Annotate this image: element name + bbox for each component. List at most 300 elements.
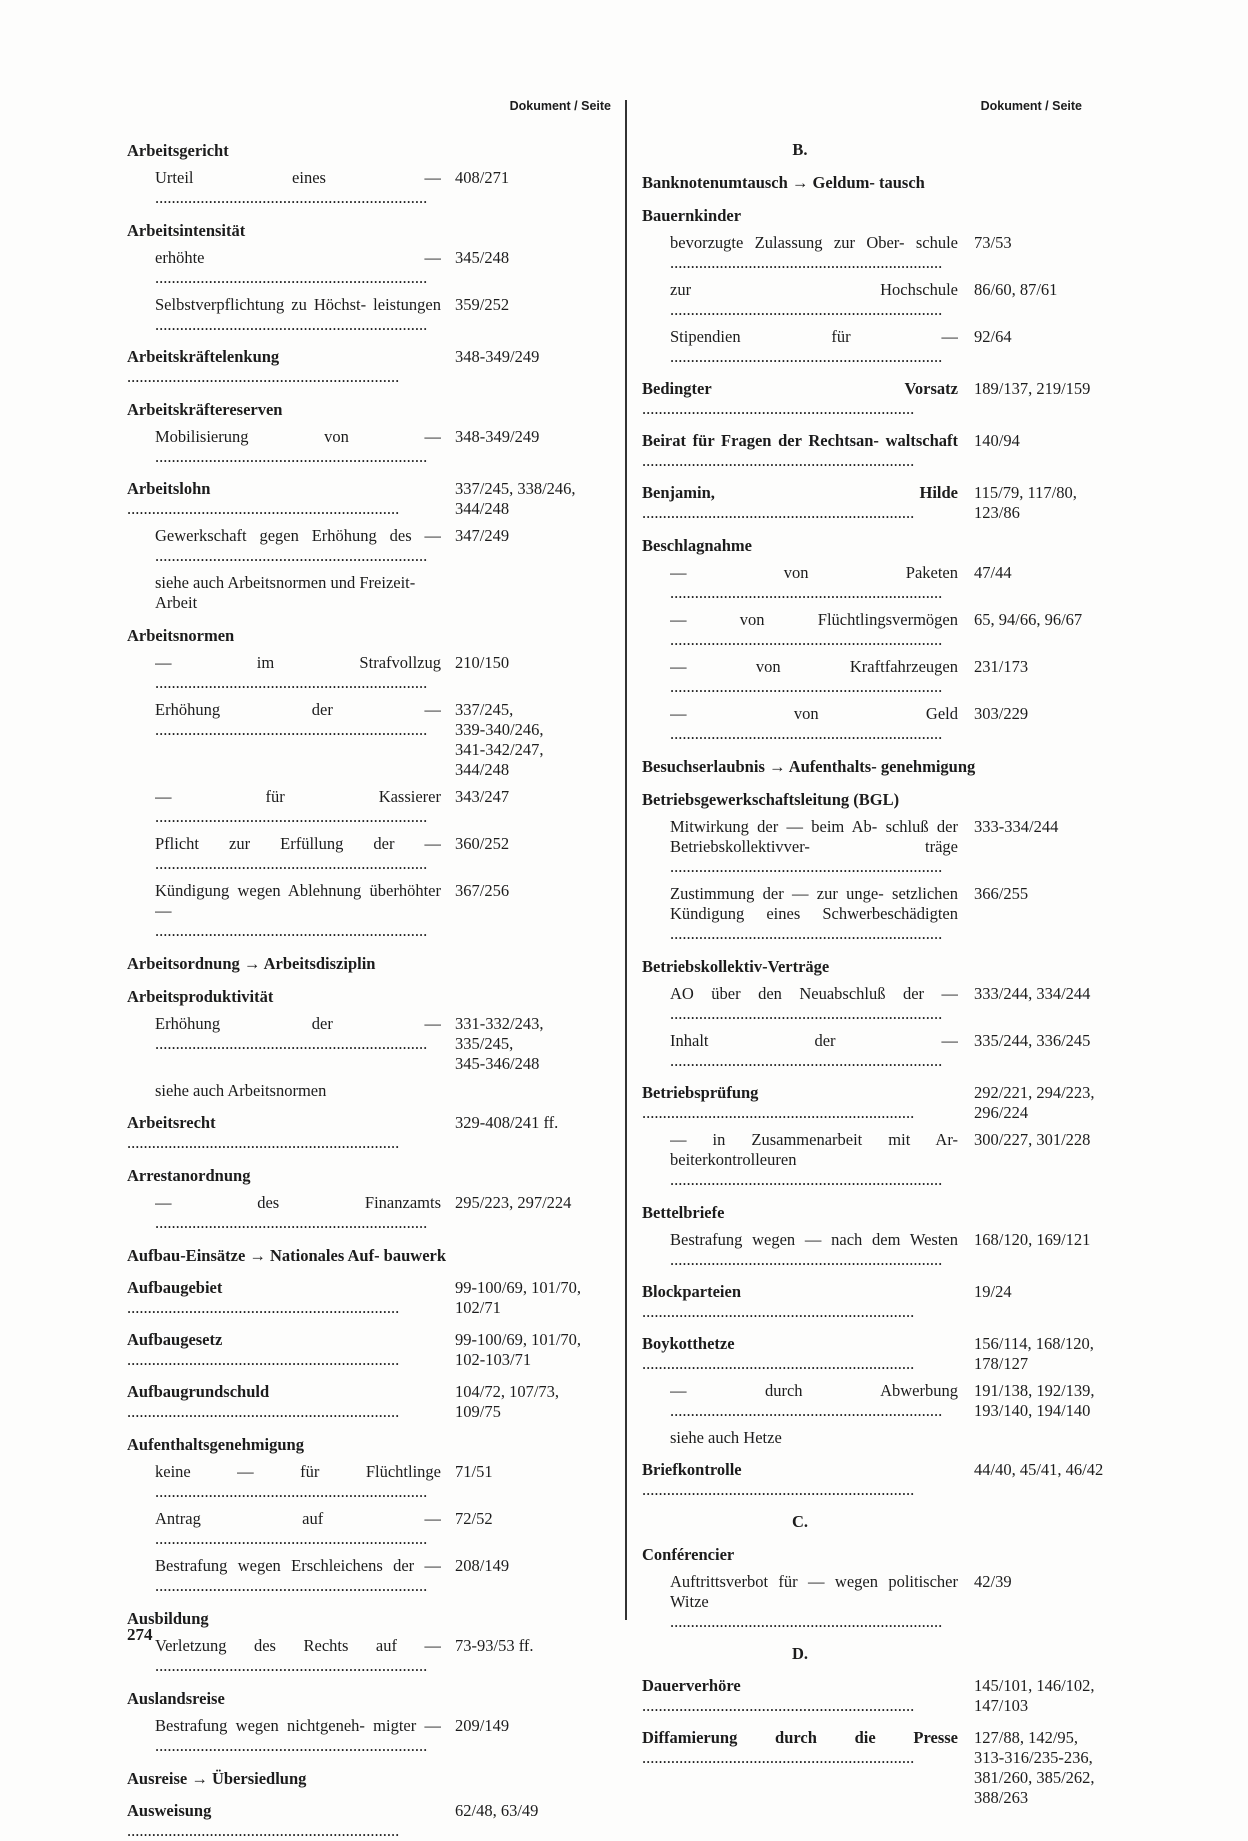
- page-reference: 360/252: [455, 834, 510, 853]
- index-subentry: [127, 1193, 611, 1233]
- page-reference: 231/173: [974, 657, 1029, 676]
- page-references: [958, 657, 1130, 677]
- subentry-label: keine — für Flüchtlinge: [155, 1462, 441, 1481]
- page-reference: 71/51: [455, 1462, 493, 1481]
- subentry-label: — von Kraftfahrzeugen: [670, 657, 958, 676]
- index-heading-term: Ausreise: [127, 1769, 188, 1788]
- page-references: [958, 1282, 1130, 1302]
- page-references: [958, 1460, 1130, 1480]
- index-subentry-text: [642, 984, 958, 1024]
- page-reference: 44/40, 45/41, 46/42: [974, 1460, 1104, 1479]
- page-references: [441, 881, 611, 901]
- index-heading-row: [127, 1278, 611, 1318]
- index-subentry: [642, 610, 1130, 650]
- page-references: [958, 379, 1130, 399]
- index-subentry: [642, 1381, 1130, 1421]
- entry-text-line: [127, 1382, 441, 1422]
- page-references: [441, 834, 611, 854]
- entry-text-line: [670, 280, 958, 320]
- page-references: [441, 1556, 611, 1576]
- page-reference: 189/137, 219/159: [974, 379, 1091, 398]
- entry-text-line: [642, 1334, 958, 1374]
- index-subentry-text: [642, 1428, 958, 1448]
- index-heading-term: Arbeitsordnung: [127, 954, 240, 973]
- index-heading: Benjamin, Hilde: [642, 483, 958, 502]
- entry-text-line: [670, 817, 958, 877]
- entry-text-line: [670, 1428, 782, 1447]
- index-subentry-text: [127, 653, 441, 693]
- arrow-icon: →: [245, 1246, 271, 1265]
- page-reference: 73-93/53 ff.: [455, 1636, 534, 1655]
- index-heading-row: [642, 1676, 1130, 1716]
- page-reference: 388/263: [974, 1788, 1029, 1807]
- page-reference: 99-100/69, 101/70,: [455, 1278, 582, 1297]
- crossref-target: Arbeitsdisziplin: [263, 954, 376, 973]
- index-subentry: [127, 1081, 611, 1101]
- page-reference: 347/249: [455, 526, 510, 545]
- subentry-label: Bestrafung wegen Erschleichens der —: [155, 1556, 441, 1575]
- page-reference: 145/101, 146/102,: [974, 1676, 1095, 1695]
- page-reference: 178/127: [974, 1354, 1029, 1373]
- index-subentry-text: [127, 834, 441, 874]
- entry-text-line: [155, 653, 441, 693]
- index-heading: Dauerverhöre: [642, 1676, 741, 1695]
- index-subentry: [642, 280, 1130, 320]
- page-references: [958, 1130, 1130, 1150]
- entry-text-line: [155, 427, 441, 467]
- entry-text-line: [127, 1330, 441, 1370]
- page-reference: 381/260, 385/262,: [974, 1768, 1095, 1787]
- index-heading-text: [642, 1728, 958, 1768]
- page-reference: 295/223, 297/224: [455, 1193, 572, 1212]
- index-subentry: [127, 700, 611, 780]
- page-reference: 313-316/235-236,: [974, 1748, 1093, 1767]
- page-reference: 344/248: [455, 499, 510, 518]
- index-subentry: [642, 1572, 1130, 1632]
- index-heading: Conférencier: [642, 1545, 735, 1564]
- index-heading: Ausbildung: [127, 1609, 209, 1628]
- entry-text-line: [155, 1636, 441, 1676]
- page-references: [441, 427, 611, 447]
- arrow-icon: →: [787, 173, 813, 192]
- index-heading: Arrestanordnung: [127, 1166, 251, 1185]
- index-heading-text: [127, 1278, 441, 1318]
- page-reference: 209/149: [455, 1716, 510, 1735]
- index-heading: Bauernkinder: [642, 206, 742, 225]
- page-reference: 335/245,: [455, 1034, 514, 1053]
- index-subentry: [127, 881, 611, 941]
- entry-text-line: [127, 479, 441, 519]
- page-references: [441, 1014, 611, 1074]
- page-references: [441, 1509, 611, 1529]
- entry-text-line: [155, 168, 441, 208]
- entry-text-line: [127, 1278, 441, 1318]
- index-subentry: [127, 295, 611, 335]
- index-heading-row: [642, 431, 1130, 471]
- index-heading-text: [642, 483, 958, 523]
- page-references: [441, 1636, 611, 1656]
- subentry-label: — von Geld: [670, 704, 958, 723]
- index-subentry-text: [127, 427, 441, 467]
- section-letter: C.: [791, 1512, 809, 1531]
- index-heading: Betriebskollektiv-Verträge: [642, 957, 830, 976]
- page-reference: 367/256: [455, 881, 510, 900]
- index-crossref-heading: [127, 1245, 611, 1266]
- index-heading: Betriebsprüfung: [642, 1083, 759, 1102]
- index-crossref-heading: [642, 172, 1130, 193]
- page-reference: 335/244, 336/245: [974, 1031, 1091, 1050]
- section-letter: D.: [791, 1644, 809, 1663]
- page-reference: 109/75: [455, 1402, 501, 1421]
- index-subentry-text: [127, 1716, 441, 1756]
- page-references: [441, 479, 611, 519]
- index-subentry: [127, 787, 611, 827]
- index-heading: Arbeitslohn: [127, 479, 211, 498]
- page-references: [958, 280, 1130, 300]
- page-references: [958, 483, 1130, 523]
- index-heading-text: [127, 1382, 441, 1422]
- subentry-label: Auftrittsverbot für — wegen politischer Witze: [670, 1572, 958, 1611]
- entry-text-line: [670, 1230, 958, 1270]
- entry-text-line: [670, 1031, 958, 1071]
- index-heading: Aufbaugebiet: [127, 1278, 223, 1297]
- index-heading-text: [642, 1282, 958, 1322]
- crossref-target: Übersiedlung: [211, 1769, 307, 1788]
- page-reference: 329-408/241 ff.: [455, 1113, 559, 1132]
- page-reference: 86/60, 87/61: [974, 280, 1058, 299]
- index-heading-row: [642, 1334, 1130, 1374]
- page-references: [441, 787, 611, 807]
- index-heading-row: [127, 1113, 611, 1153]
- index-subentry-text: [127, 1462, 441, 1502]
- entry-text-line: [127, 1113, 441, 1153]
- page-reference: 73/53: [974, 233, 1012, 252]
- index-subentry: [127, 1462, 611, 1502]
- crossref-target: Geldum- tausch: [812, 173, 925, 192]
- subentry-label: — durch Abwerbung: [670, 1381, 958, 1400]
- crossref-target: Aufenthalts- genehmigung: [788, 757, 976, 776]
- index-subentry: [642, 563, 1130, 603]
- page-references: [441, 295, 611, 315]
- subentry-label: erhöhte —: [155, 248, 441, 267]
- entry-text-line: [642, 1460, 958, 1500]
- page-references: [958, 984, 1130, 1004]
- page-references: [441, 700, 611, 780]
- index-subentry-text: [642, 610, 958, 650]
- page-reference: 99-100/69, 101/70,: [455, 1330, 582, 1349]
- entry-text-line: [670, 884, 958, 944]
- index-subentry: [127, 1556, 611, 1596]
- page-reference: 210/150: [455, 653, 510, 672]
- subentry-label: Urteil eines —: [155, 168, 441, 187]
- column-divider: [625, 100, 627, 1620]
- page-reference: 344/248: [455, 760, 510, 779]
- page-reference: 193/140, 194/140: [974, 1401, 1091, 1420]
- index-heading: Boykotthetze: [642, 1334, 735, 1353]
- page-references: [958, 1031, 1130, 1051]
- entry-text-line: [642, 1282, 958, 1322]
- index-subentry: [642, 657, 1130, 697]
- page-reference: 345-346/248: [455, 1054, 540, 1073]
- page-reference: 341-342/247,: [455, 740, 544, 759]
- index-heading-row: [642, 1460, 1130, 1500]
- index-subentry-text: [127, 295, 441, 335]
- subentry-label: Mitwirkung der — beim Ab- schluß der Betriebskollektivver- träge: [670, 817, 958, 856]
- index-heading-text: [642, 1083, 958, 1123]
- page-reference: 156/114, 168/120,: [974, 1334, 1094, 1353]
- index-subentry-text: [642, 884, 958, 944]
- page-number: 274: [127, 1625, 153, 1644]
- entry-text-line: [670, 657, 958, 697]
- page-reference: 208/149: [455, 1556, 510, 1575]
- subentry-label: siehe auch Hetze: [670, 1428, 782, 1447]
- page-reference: 102-103/71: [455, 1350, 532, 1369]
- index-heading-text: [642, 1676, 958, 1716]
- page-reference: 348-349/249: [455, 427, 540, 446]
- page-reference: 115/79, 117/80,: [974, 483, 1077, 502]
- entry-text-line: [155, 881, 441, 941]
- index-heading: Diffamierung durch die Presse: [642, 1728, 958, 1747]
- index-subentry-text: [127, 526, 441, 566]
- subentry-label: — des Finanzamts: [155, 1193, 441, 1212]
- index-subentry: [127, 526, 611, 566]
- entry-text-line: [127, 1801, 441, 1841]
- entry-text-line: [670, 1572, 958, 1632]
- index-heading-row: [127, 479, 611, 519]
- entry-text-line: [642, 1728, 958, 1768]
- entry-text-line: [155, 248, 441, 288]
- column-header-left: Dokument / Seite: [509, 99, 611, 113]
- index-subentry: [642, 327, 1130, 367]
- subentry-label: siehe auch Arbeitsnormen und Freizeit-Arbeit: [155, 573, 416, 612]
- index-heading: Aufbaugesetz: [127, 1330, 223, 1349]
- page-references: [441, 168, 611, 188]
- entry-text-line: [155, 834, 441, 874]
- index-subentry-text: [127, 1509, 441, 1549]
- index-heading-text: [642, 379, 958, 419]
- index-heading: Blockparteien: [642, 1282, 741, 1301]
- entry-text-line: [670, 327, 958, 367]
- subentry-label: Stipendien für —: [670, 327, 958, 346]
- index-heading: Arbeitsrecht: [127, 1113, 216, 1132]
- index-heading: Auslandsreise: [127, 1689, 225, 1708]
- page-reference: 303/229: [974, 704, 1029, 723]
- index-heading: Arbeitsproduktivität: [127, 987, 274, 1006]
- index-subentry: [127, 653, 611, 693]
- page-reference: 337/245,: [455, 700, 514, 719]
- index-heading: Bettelbriefe: [642, 1203, 725, 1222]
- index-subentry-text: [642, 1130, 958, 1190]
- index-subentry: [127, 1636, 611, 1676]
- page-reference: 333/244, 334/244: [974, 984, 1091, 1003]
- page-references: [958, 1334, 1130, 1374]
- index-subentry: [642, 704, 1130, 744]
- arrow-icon: →: [187, 1769, 212, 1788]
- entry-text-line: [155, 700, 441, 740]
- page-reference: 300/227, 301/228: [974, 1130, 1091, 1149]
- index-subentry-text: [127, 168, 441, 208]
- subentry-label: — im Strafvollzug: [155, 653, 441, 672]
- index-subentry-text: [127, 881, 441, 941]
- index-heading-row: [127, 1382, 611, 1422]
- left-entries: [127, 128, 611, 1841]
- index-heading: Arbeitskräftelenkung: [127, 347, 280, 366]
- page-reference: 296/224: [974, 1103, 1029, 1122]
- page-reference: 19/24: [974, 1282, 1012, 1301]
- page-reference: 168/120, 169/121: [974, 1230, 1091, 1249]
- section-letter: B.: [792, 140, 808, 159]
- entry-text-line: [155, 1462, 441, 1502]
- index-heading: Beschlagnahme: [642, 536, 753, 555]
- index-heading-row: [642, 1728, 1130, 1808]
- subentry-label: Verletzung des Rechts auf —: [155, 1636, 441, 1655]
- page-references: [958, 704, 1130, 724]
- page-references: [441, 1716, 611, 1736]
- entry-text-line: [670, 984, 958, 1024]
- index-subentry: [642, 884, 1130, 944]
- index-crossref-heading: [127, 953, 611, 974]
- index-subentry-text: [642, 1572, 958, 1632]
- index-subentry: [642, 984, 1130, 1024]
- page-reference: 348-349/249: [455, 347, 540, 366]
- index-subentry-text: [642, 657, 958, 697]
- arrow-icon: →: [239, 954, 264, 973]
- index-heading-text: [127, 479, 441, 519]
- index-subentry: [642, 233, 1130, 273]
- page-references: [441, 1278, 611, 1318]
- entry-text-line: [670, 704, 958, 744]
- page-reference: 104/72, 107/73,: [455, 1382, 560, 1401]
- index-subentry: [642, 817, 1130, 877]
- page-reference: 408/271: [455, 168, 510, 187]
- subentry-label: Bestrafung wegen nichtgeneh- migter —: [155, 1716, 441, 1735]
- page-references: [958, 1083, 1130, 1123]
- index-subentry-text: [642, 563, 958, 603]
- subentry-label: Antrag auf —: [155, 1509, 441, 1528]
- index-subentry-text: [642, 1230, 958, 1270]
- index-subentry-text: [127, 1081, 441, 1101]
- index-heading-text: [642, 1460, 958, 1500]
- page-reference: 292/221, 294/223,: [974, 1083, 1095, 1102]
- index-subentry: [127, 1509, 611, 1549]
- index-heading-row: [642, 1282, 1130, 1322]
- index-crossref-heading: [127, 1768, 611, 1789]
- page-reference: 191/138, 192/139,: [974, 1381, 1095, 1400]
- entry-text-line: [155, 1081, 326, 1100]
- entry-text-line: [155, 573, 415, 612]
- index-subentry-text: [642, 327, 958, 367]
- index-heading-term: Besuchserlaubnis: [642, 757, 765, 776]
- entry-text-line: [642, 1083, 958, 1123]
- entry-text-line: [670, 610, 958, 650]
- index-subentry-text: [642, 1031, 958, 1071]
- index-subentry-text: [127, 248, 441, 288]
- page-reference: 366/255: [974, 884, 1029, 903]
- index-heading: Arbeitsnormen: [127, 626, 235, 645]
- subentry-label: AO über den Neuabschluß der —: [670, 984, 958, 1003]
- index-subentry-text: [127, 573, 441, 613]
- entry-text-line: [155, 1193, 441, 1233]
- index-subentry: [127, 427, 611, 467]
- page-references: [958, 327, 1130, 347]
- index-subentry-text: [127, 1014, 441, 1054]
- column-header-right: Dokument / Seite: [980, 99, 1082, 113]
- page-reference: 102/71: [455, 1298, 501, 1317]
- entry-text-line: [670, 233, 958, 273]
- entry-text-line: [127, 347, 441, 387]
- index-heading-row: [127, 347, 611, 387]
- subentry-label: — für Kassierer: [155, 787, 441, 806]
- page-reference: 147/103: [974, 1696, 1029, 1715]
- page-references: [958, 817, 1130, 837]
- index-heading-text: [127, 347, 441, 387]
- subentry-label: — von Flüchtlingsvermögen: [670, 610, 958, 629]
- index-heading: Beirat für Fragen der Rechtsan- waltschaft: [642, 431, 958, 450]
- entry-text-line: [670, 1381, 958, 1421]
- index-heading: Arbeitsgericht: [127, 141, 229, 160]
- index-subentry-text: [642, 233, 958, 273]
- page-references: [441, 248, 611, 268]
- subentry-label: Pflicht zur Erfüllung der —: [155, 834, 441, 853]
- page-reference: 92/64: [974, 327, 1012, 346]
- page-references: [441, 347, 611, 367]
- page-reference: 339-340/246,: [455, 720, 544, 739]
- index-subentry: [127, 1014, 611, 1074]
- page-reference: 343/247: [455, 787, 510, 806]
- index-heading-text: [127, 1113, 441, 1153]
- index-heading-text: [642, 1334, 958, 1374]
- index-heading: Aufenthaltsgenehmigung: [127, 1435, 304, 1454]
- index-heading: Aufbaugrundschuld: [127, 1382, 270, 1401]
- page-references: [441, 1801, 611, 1821]
- page-references: [441, 1193, 611, 1213]
- index-subentry-text: [127, 1193, 441, 1233]
- page-references: [958, 1572, 1130, 1592]
- index-subentry-text: [127, 787, 441, 827]
- index-heading: Arbeitsintensität: [127, 221, 246, 240]
- index-subentry: [127, 573, 611, 613]
- page-references: [441, 653, 611, 673]
- index-heading-term: Banknotenumtausch: [642, 173, 788, 192]
- page-references: [958, 610, 1130, 630]
- page-references: [441, 1113, 611, 1133]
- entry-text-line: [155, 787, 441, 827]
- entry-text-line: [155, 526, 441, 566]
- entry-text-line: [155, 1509, 441, 1549]
- subentry-label: Erhöhung der —: [155, 1014, 441, 1033]
- page-references: [958, 1676, 1130, 1716]
- entry-text-line: [642, 379, 958, 419]
- subentry-label: siehe auch Arbeitsnormen: [155, 1081, 327, 1100]
- index-subentry: [642, 1230, 1130, 1270]
- index-heading-text: [127, 1801, 441, 1841]
- page-reference: 42/39: [974, 1572, 1012, 1591]
- subentry-label: Zustimmung der — zur unge- setzlichen Kündigung eines Schwerbeschädigten: [670, 884, 958, 923]
- index-subentry-text: [127, 700, 441, 740]
- page-reference: 337/245, 338/246,: [455, 479, 576, 498]
- subentry-label: — in Zusammenarbeit mit Ar- beiterkontrolleuren: [670, 1130, 958, 1169]
- subentry-label: zur Hochschule: [670, 280, 958, 299]
- page-references: [958, 233, 1130, 253]
- page-references: [958, 1728, 1130, 1808]
- index-subentry: [127, 168, 611, 208]
- index-crossref-heading: [642, 756, 1130, 777]
- subentry-label: Kündigung wegen Ablehnung überhöhter —: [155, 881, 441, 920]
- page-references: [441, 1330, 611, 1370]
- subentry-label: Inhalt der —: [670, 1031, 958, 1050]
- index-heading: Betriebsgewerkschaftsleitung (BGL): [642, 790, 900, 809]
- page-reference: 47/44: [974, 563, 1012, 582]
